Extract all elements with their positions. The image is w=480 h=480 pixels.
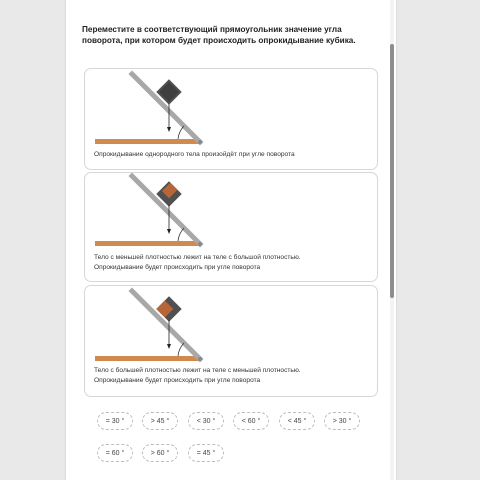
drop-card-light-top[interactable] [84,172,378,282]
choice-chip[interactable]: < 60 ° [233,412,269,430]
scrollbar-thumb[interactable] [390,44,394,298]
choice-chip[interactable]: < 30 ° [188,412,224,430]
choice-chip[interactable]: = 30 ° [97,412,133,430]
task-page [66,0,396,480]
base-board [95,241,200,246]
drop-card-homogeneous[interactable] [84,68,378,170]
gravity-arrow-head [167,344,171,349]
drop-card-heavy-top[interactable] [84,285,378,397]
gravity-arrow-head [167,229,171,234]
pivot [198,357,202,361]
choice-chip[interactable]: = 45 ° [188,444,224,462]
card-caption: Опрокидывание однородного тела произойдёт при угле поворота [94,151,295,158]
choice-chip[interactable]: < 45 ° [279,412,315,430]
gravity-arrow-head [167,127,171,132]
choice-chip[interactable]: > 60 ° [142,444,178,462]
pivot [198,140,202,144]
pivot [198,242,202,246]
choice-chip[interactable]: > 30 ° [324,412,360,430]
task-title: Переместите в соответствующий прямоугольник значение угла поворота, при котором будет происходить опрокидывание кубика. [82,25,356,45]
choice-chip[interactable]: = 60 ° [97,444,133,462]
card-caption: Тело с меньшей плотностью лежит на теле с большой плотностью. Опрокидывание будет происходить при угле поворота [94,254,301,271]
base-board [95,139,200,144]
choice-chip[interactable]: > 45 ° [142,412,178,430]
base-board [95,356,200,361]
card-caption: Тело с большей плотностью лежит на теле с меньшей плотностью. Опрокидывание будет происходить при угле поворота [94,367,301,384]
